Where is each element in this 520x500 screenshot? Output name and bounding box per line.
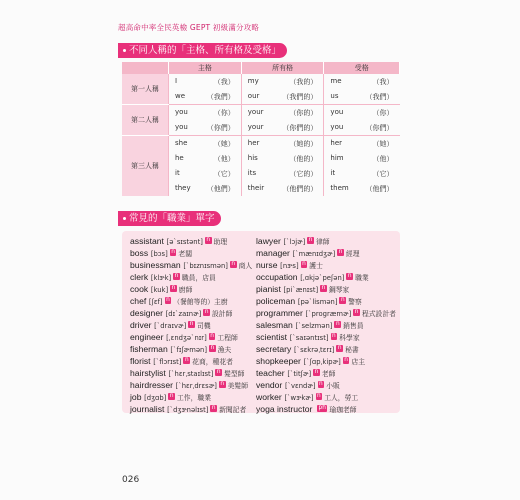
pronoun-meaning: （你的） xyxy=(289,108,318,117)
pronoun-word: it xyxy=(330,168,336,177)
table-cell xyxy=(324,105,400,121)
job-entry xyxy=(130,403,252,415)
job-meaning: 花商，種花者 xyxy=(192,358,233,366)
pronoun-word: her xyxy=(330,138,343,147)
job-entry xyxy=(130,283,252,295)
pos-badge: n xyxy=(174,273,179,279)
table-cell xyxy=(241,74,324,89)
pronoun-meaning: （他） xyxy=(213,154,235,163)
job-entry xyxy=(256,343,396,355)
pos-badge: n xyxy=(344,357,348,363)
pos-badge: n xyxy=(354,309,359,315)
pos-badge: n xyxy=(231,261,236,267)
job-phonetic: [ˋdʒɝnəlɪst] xyxy=(167,406,209,414)
pronoun-meaning: （他們） xyxy=(365,184,394,193)
job-meaning: 科學家 xyxy=(339,334,360,342)
pos-badge: n xyxy=(338,249,343,255)
job-entry xyxy=(256,355,396,367)
pronoun-word: his xyxy=(247,153,258,162)
job-entry xyxy=(256,295,396,307)
job-entry xyxy=(130,367,252,379)
job-meaning: 小販 xyxy=(326,382,340,390)
job-word: fisherman xyxy=(130,344,168,354)
job-word: yoga instructor xyxy=(256,404,313,414)
pronoun-word: you xyxy=(175,107,188,116)
job-phonetic: [ˋtitʃɚ] xyxy=(287,370,312,378)
job-entry xyxy=(256,331,396,343)
table-cell xyxy=(169,136,242,152)
pronoun-word: him xyxy=(330,153,344,162)
job-meaning: 工作，職業 xyxy=(177,394,211,402)
job-meaning: 程式設計者 xyxy=(361,310,396,318)
job-word: policeman xyxy=(256,296,296,306)
job-phonetic: [ˋhɛrˌstaɪlɪst] xyxy=(168,370,214,378)
pronoun-word: my xyxy=(247,76,259,85)
pos-badge: ph xyxy=(318,405,326,411)
job-meaning: 店主 xyxy=(351,358,366,366)
job-entry xyxy=(256,379,396,391)
job-word: florist xyxy=(130,356,151,366)
job-entry xyxy=(256,307,396,319)
table-cell xyxy=(169,120,242,136)
table-cell xyxy=(241,105,324,121)
job-meaning: 助理 xyxy=(213,238,228,246)
job-word: lawyer xyxy=(256,236,281,246)
pronoun-table xyxy=(122,62,400,196)
pronoun-word: we xyxy=(175,91,186,100)
job-word: assistant xyxy=(130,236,164,246)
job-meaning: 職員，店員 xyxy=(181,274,216,282)
table-cell xyxy=(169,105,242,121)
pronoun-word: you xyxy=(330,122,344,131)
pos-badge: n xyxy=(210,345,215,351)
job-word: designer xyxy=(130,308,163,318)
job-entry xyxy=(256,247,396,259)
job-phonetic: [ˋʃɑpˌkipɚ] xyxy=(303,358,341,366)
pos-badge: n xyxy=(171,249,175,255)
pronoun-word: them xyxy=(330,183,349,192)
pos-badge: n xyxy=(337,345,342,351)
pos-badge: n xyxy=(166,297,170,303)
job-meaning: 工人，勞工 xyxy=(324,394,359,402)
job-phonetic: [kuk] xyxy=(150,286,169,294)
section-title-pronouns-text: 不同人稱的「主格、所有格及受格」 xyxy=(129,45,282,56)
table-cell xyxy=(241,151,324,166)
job-phonetic: [ˋvɛndɚ] xyxy=(284,382,316,390)
pos-badge: n xyxy=(211,405,216,411)
pronoun-meaning: （你們） xyxy=(206,123,235,132)
table-cell xyxy=(169,89,242,105)
job-entry xyxy=(130,319,252,331)
job-phonetic: [ˋlɔjɚ] xyxy=(283,238,306,246)
job-phonetic: [pəˋlismən] xyxy=(297,298,338,306)
jobs-column-left xyxy=(130,235,252,415)
job-phonetic: [əˋsɪstənt] xyxy=(166,238,203,246)
pronoun-meaning: （我們的） xyxy=(282,92,318,101)
job-phonetic: [dʒɑb] xyxy=(144,394,167,402)
pronoun-word: they xyxy=(175,183,191,192)
job-entry xyxy=(130,355,252,367)
table-cell xyxy=(241,166,324,181)
pronoun-meaning: （你們） xyxy=(365,123,394,132)
pos-badge: n xyxy=(216,369,221,375)
pos-badge: n xyxy=(206,237,211,243)
pronoun-meaning: （我們） xyxy=(365,92,394,101)
pronoun-word: our xyxy=(247,91,260,100)
job-entry xyxy=(130,259,252,271)
job-phonetic: [ˋdraɪvɚ] xyxy=(154,322,187,330)
job-meaning: 銷售員 xyxy=(343,322,364,330)
job-word: journalist xyxy=(130,404,165,414)
job-phonetic: [ˋbɪznɪsmən] xyxy=(183,262,228,270)
table-cell xyxy=(169,151,242,166)
section-title-jobs-text: 常見的「職業」單字 xyxy=(129,213,215,224)
job-word: secretary xyxy=(256,344,292,354)
job-word: chef xyxy=(130,296,147,306)
job-word: cook xyxy=(130,284,149,294)
job-meaning: 鋼琴家 xyxy=(328,286,350,294)
job-phonetic: [ˋsɛkrəˌtɛrɪ] xyxy=(294,346,335,354)
job-word: pianist xyxy=(256,284,281,294)
pos-badge: n xyxy=(302,261,306,267)
pronoun-word: its xyxy=(247,168,257,177)
job-word: salesman xyxy=(256,320,293,330)
job-word: boss xyxy=(130,248,149,258)
pronoun-meaning: （他們的） xyxy=(282,184,318,193)
job-meaning: 商人 xyxy=(238,262,253,270)
table-row xyxy=(122,74,400,89)
pronoun-word: your xyxy=(247,107,264,116)
job-word: hairstylist xyxy=(130,368,166,378)
job-meaning: 秘書 xyxy=(345,346,359,354)
pronoun-word: me xyxy=(330,76,342,85)
bullet-icon xyxy=(123,217,126,220)
job-word: occupation xyxy=(256,272,298,282)
job-word: shopkeeper xyxy=(256,356,301,366)
column-header: 主格 xyxy=(169,62,242,74)
pos-badge: n xyxy=(335,321,340,327)
table-row xyxy=(122,105,400,121)
pos-badge: n xyxy=(189,321,194,327)
job-entry xyxy=(256,271,396,283)
pronoun-word: it xyxy=(175,168,180,177)
job-meaning: 經理 xyxy=(345,250,360,258)
table-cell xyxy=(324,166,400,181)
job-word: vendor xyxy=(256,380,283,390)
pos-badge: n xyxy=(347,273,352,279)
jobs-vocab-box xyxy=(122,231,400,413)
pronoun-meaning: （你們的） xyxy=(282,123,318,132)
table-cell xyxy=(169,74,242,89)
row-group-label: 第一人稱 xyxy=(122,74,169,105)
job-phonetic: [ˋsaɪəntɪst] xyxy=(289,334,329,342)
pronoun-meaning: （我） xyxy=(213,77,235,86)
pos-badge: n xyxy=(169,393,174,399)
pronoun-meaning: （她） xyxy=(213,139,235,148)
job-phonetic: [ˋwɝkɚ] xyxy=(284,394,314,402)
job-entry xyxy=(130,271,252,283)
pos-badge: n xyxy=(171,285,176,291)
pronoun-word: you xyxy=(330,107,344,116)
job-phonetic: [ˋmænɪdʒɚ] xyxy=(292,250,336,258)
pronoun-word: their xyxy=(247,183,265,192)
row-group-label: 第三人稱 xyxy=(122,136,169,197)
job-meaning: 設計師 xyxy=(212,310,233,318)
table-cell xyxy=(324,74,400,89)
pronoun-meaning: （我的） xyxy=(289,77,318,86)
job-entry xyxy=(130,307,252,319)
job-meaning: 瑜珈老師 xyxy=(329,406,357,414)
pos-badge: n xyxy=(319,381,323,387)
job-entry xyxy=(130,235,252,247)
table-cell xyxy=(324,181,400,196)
job-entry xyxy=(130,343,252,355)
job-word: hairdresser xyxy=(130,380,173,390)
job-meaning: 職業 xyxy=(355,274,369,282)
pronoun-word: her xyxy=(247,138,260,147)
job-meaning: 護士 xyxy=(309,262,323,270)
pronoun-meaning: （你） xyxy=(213,108,235,117)
job-entry xyxy=(256,259,396,271)
pos-badge: n xyxy=(184,357,189,363)
job-entry xyxy=(130,295,252,307)
column-header: 所有格 xyxy=(241,62,324,74)
pronoun-meaning: （他） xyxy=(372,154,394,163)
table-cell xyxy=(241,120,324,136)
job-phonetic: [ʃɛf] xyxy=(148,298,163,306)
pronoun-meaning: （我） xyxy=(372,77,394,86)
job-entry xyxy=(130,331,252,343)
table-cell xyxy=(241,89,324,105)
pronoun-word: your xyxy=(247,122,264,131)
pos-badge: n xyxy=(204,309,209,315)
pronoun-meaning: （她） xyxy=(372,139,394,148)
job-entry xyxy=(256,283,396,295)
table-cell xyxy=(324,151,400,166)
pos-badge: n xyxy=(308,237,313,243)
bullet-icon xyxy=(123,49,126,52)
job-phonetic: [ˋflɔrɪst] xyxy=(153,358,182,366)
job-phonetic: [ˌɑkjəˋpeʃən] xyxy=(300,274,345,282)
pos-badge: n xyxy=(210,333,214,339)
pronoun-word: I xyxy=(175,76,178,85)
job-word: programmer xyxy=(256,308,303,318)
job-meaning: 律師 xyxy=(315,238,330,246)
page-number: 026 xyxy=(122,475,140,485)
job-word: businessman xyxy=(130,260,181,270)
pos-badge: n xyxy=(317,393,321,399)
job-meaning: （餐館等的）主廚 xyxy=(173,298,228,306)
job-phonetic: [dɪˋzaɪnɚ] xyxy=(165,310,202,318)
jobs-column-right xyxy=(256,235,396,415)
job-word: clerk xyxy=(130,272,149,282)
job-meaning: 警察 xyxy=(348,298,362,306)
job-entry xyxy=(256,367,396,379)
pos-badge: n xyxy=(314,369,319,375)
table-cell xyxy=(241,181,324,196)
table-cell xyxy=(324,136,400,152)
job-word: worker xyxy=(256,392,282,402)
job-phonetic: [ˋfɪʃɚmən] xyxy=(170,346,207,354)
pronoun-meaning: （你） xyxy=(372,108,394,117)
job-word: engineer xyxy=(130,332,164,342)
pronoun-meaning: （它的） xyxy=(289,169,318,178)
job-entry xyxy=(130,379,252,391)
pronoun-meaning: （他的） xyxy=(289,154,318,163)
job-phonetic: [nɝs] xyxy=(280,262,299,270)
running-header: 超高命中率全民英檢 GEPT 初級滿分攻略 xyxy=(118,23,260,32)
pronoun-meaning: （我們） xyxy=(206,92,235,101)
section-title-pronouns xyxy=(118,43,287,58)
column-header: 受格 xyxy=(324,62,400,74)
pronoun-meaning: （她的） xyxy=(289,139,318,148)
job-word: nurse xyxy=(256,260,278,270)
job-meaning: 工程師 xyxy=(217,334,238,342)
section-title-jobs xyxy=(118,211,221,226)
job-phonetic: [klɝk] xyxy=(150,274,172,282)
pos-badge: n xyxy=(220,381,225,387)
job-entry xyxy=(130,391,252,403)
table-cell xyxy=(324,120,400,136)
pronoun-word: us xyxy=(330,91,339,100)
pos-badge: n xyxy=(332,333,336,339)
pos-badge: n xyxy=(340,297,345,303)
job-entry xyxy=(256,391,396,403)
job-entry xyxy=(256,235,396,247)
job-word: teacher xyxy=(256,368,285,378)
job-word: manager xyxy=(256,248,290,258)
job-entry xyxy=(256,319,396,331)
pronoun-meaning: （它） xyxy=(372,169,394,178)
row-group-label: 第二人稱 xyxy=(122,105,169,136)
job-meaning: 老師 xyxy=(321,370,336,378)
table-header-row xyxy=(122,62,400,74)
job-phonetic: [bɔs] xyxy=(150,250,168,258)
table-cell xyxy=(169,166,242,181)
table-cell xyxy=(241,136,324,152)
table-cell xyxy=(169,181,242,196)
job-meaning: 髮型師 xyxy=(224,370,245,378)
pronoun-meaning: （他們） xyxy=(206,184,235,193)
job-phonetic: [ˋselzmən] xyxy=(295,322,333,330)
job-entry xyxy=(130,247,252,259)
job-meaning: 老闆 xyxy=(178,250,193,258)
job-word: job xyxy=(130,392,142,402)
table-row xyxy=(122,136,400,152)
pronoun-word: you xyxy=(175,122,188,131)
pronoun-word: she xyxy=(175,138,188,147)
pronoun-meaning: （它） xyxy=(213,169,235,178)
job-word: driver xyxy=(130,320,152,330)
table-corner xyxy=(122,62,169,74)
pos-badge: n xyxy=(321,285,326,291)
job-phonetic: [ˋprogræmɚ] xyxy=(305,310,352,318)
pronoun-word: he xyxy=(175,153,184,162)
job-entry xyxy=(256,403,396,415)
job-phonetic: [piˋænɪst] xyxy=(283,286,319,294)
job-meaning: 漁夫 xyxy=(217,346,232,354)
job-meaning: 司機 xyxy=(196,322,211,330)
job-phonetic: [ˌɛndʒəˋnɪr] xyxy=(166,334,207,342)
job-meaning: 美髮師 xyxy=(227,382,248,390)
job-phonetic: [ˋhɛrˌdrɛsɚ] xyxy=(175,382,217,390)
job-meaning: 廚師 xyxy=(178,286,193,294)
job-word: scientist xyxy=(256,332,288,342)
job-meaning: 新聞記者 xyxy=(219,406,247,414)
table-cell xyxy=(324,89,400,105)
